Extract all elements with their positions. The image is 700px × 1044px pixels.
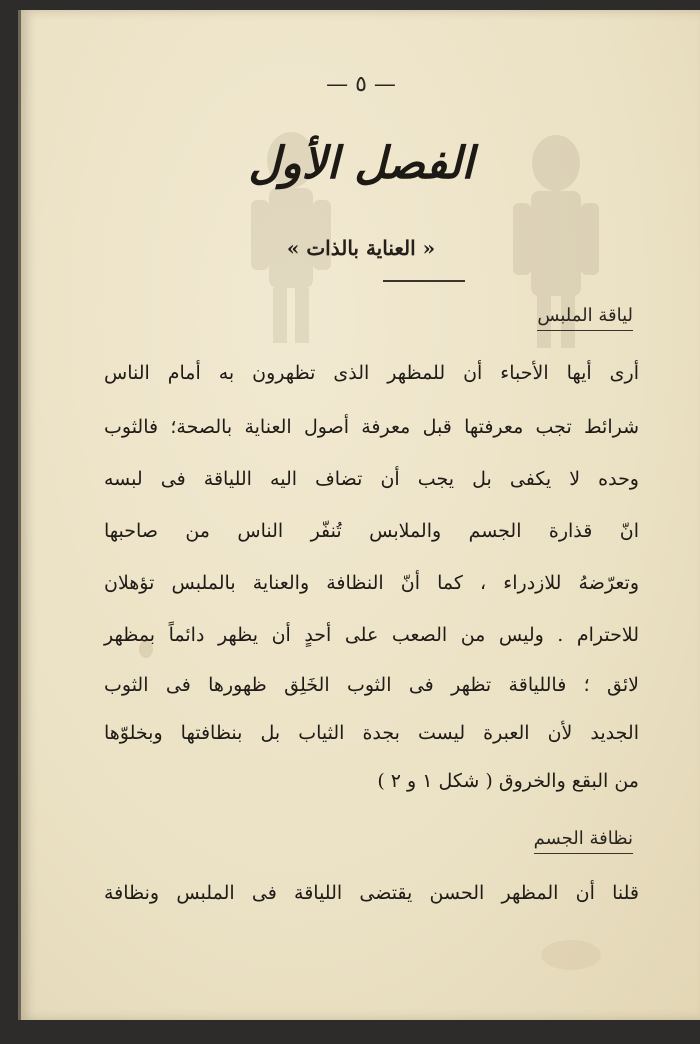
paragraph-line: من البقع والخروق ( شكل ١ و ٢ ) (377, 770, 639, 792)
paragraph-line: وتعرّضهُ للازدراء ، كما أنّ النظافة والعناية بالملبس تؤهلان (104, 572, 639, 594)
paragraph-line: وحده لا يكفى بل يجب أن تضاف اليه اللياقة فى لبسه (104, 468, 639, 490)
section-heading: نظافة الجسم (534, 828, 633, 854)
paragraph-line: أرى أيها الأحباء أن للمظهر الذى تظهرون به أمام الناس (104, 362, 639, 384)
paragraph-line: الجديد لأن العبرة ليست بجدة الثياب بل بنظافتها وبخلوّها (104, 722, 639, 744)
subtitle-divider (383, 280, 465, 282)
paragraph-line: لائق ؛ فاللياقة تظهر فى الثوب الخَلِق ظهورها فى الثوب (104, 674, 639, 696)
paragraph-line: قلنا أن المظهر الحسن يقتضى اللياقة فى الملبس ونظافة (104, 882, 639, 904)
chapter-title: الفصل الأول (248, 138, 474, 189)
paragraph-line: للاحترام . وليس من الصعب على أحدٍ أن يظهر دائماً بمظهر (104, 624, 639, 646)
chapter-subtitle: « العناية بالذات » (286, 236, 436, 260)
paragraph-line: شرائط تجب معرفتها قبل معرفة أصول العناية بالصحة؛ فالثوب (104, 416, 639, 438)
paragraph-line: انّ قذارة الجسم والملابس تُنفّر الناس من صاحبها (104, 520, 639, 542)
paper-stain (541, 940, 601, 970)
page-number: — ٥ — (326, 72, 396, 97)
book-page (18, 10, 700, 1020)
section-heading: لياقة الملبس (537, 305, 633, 331)
